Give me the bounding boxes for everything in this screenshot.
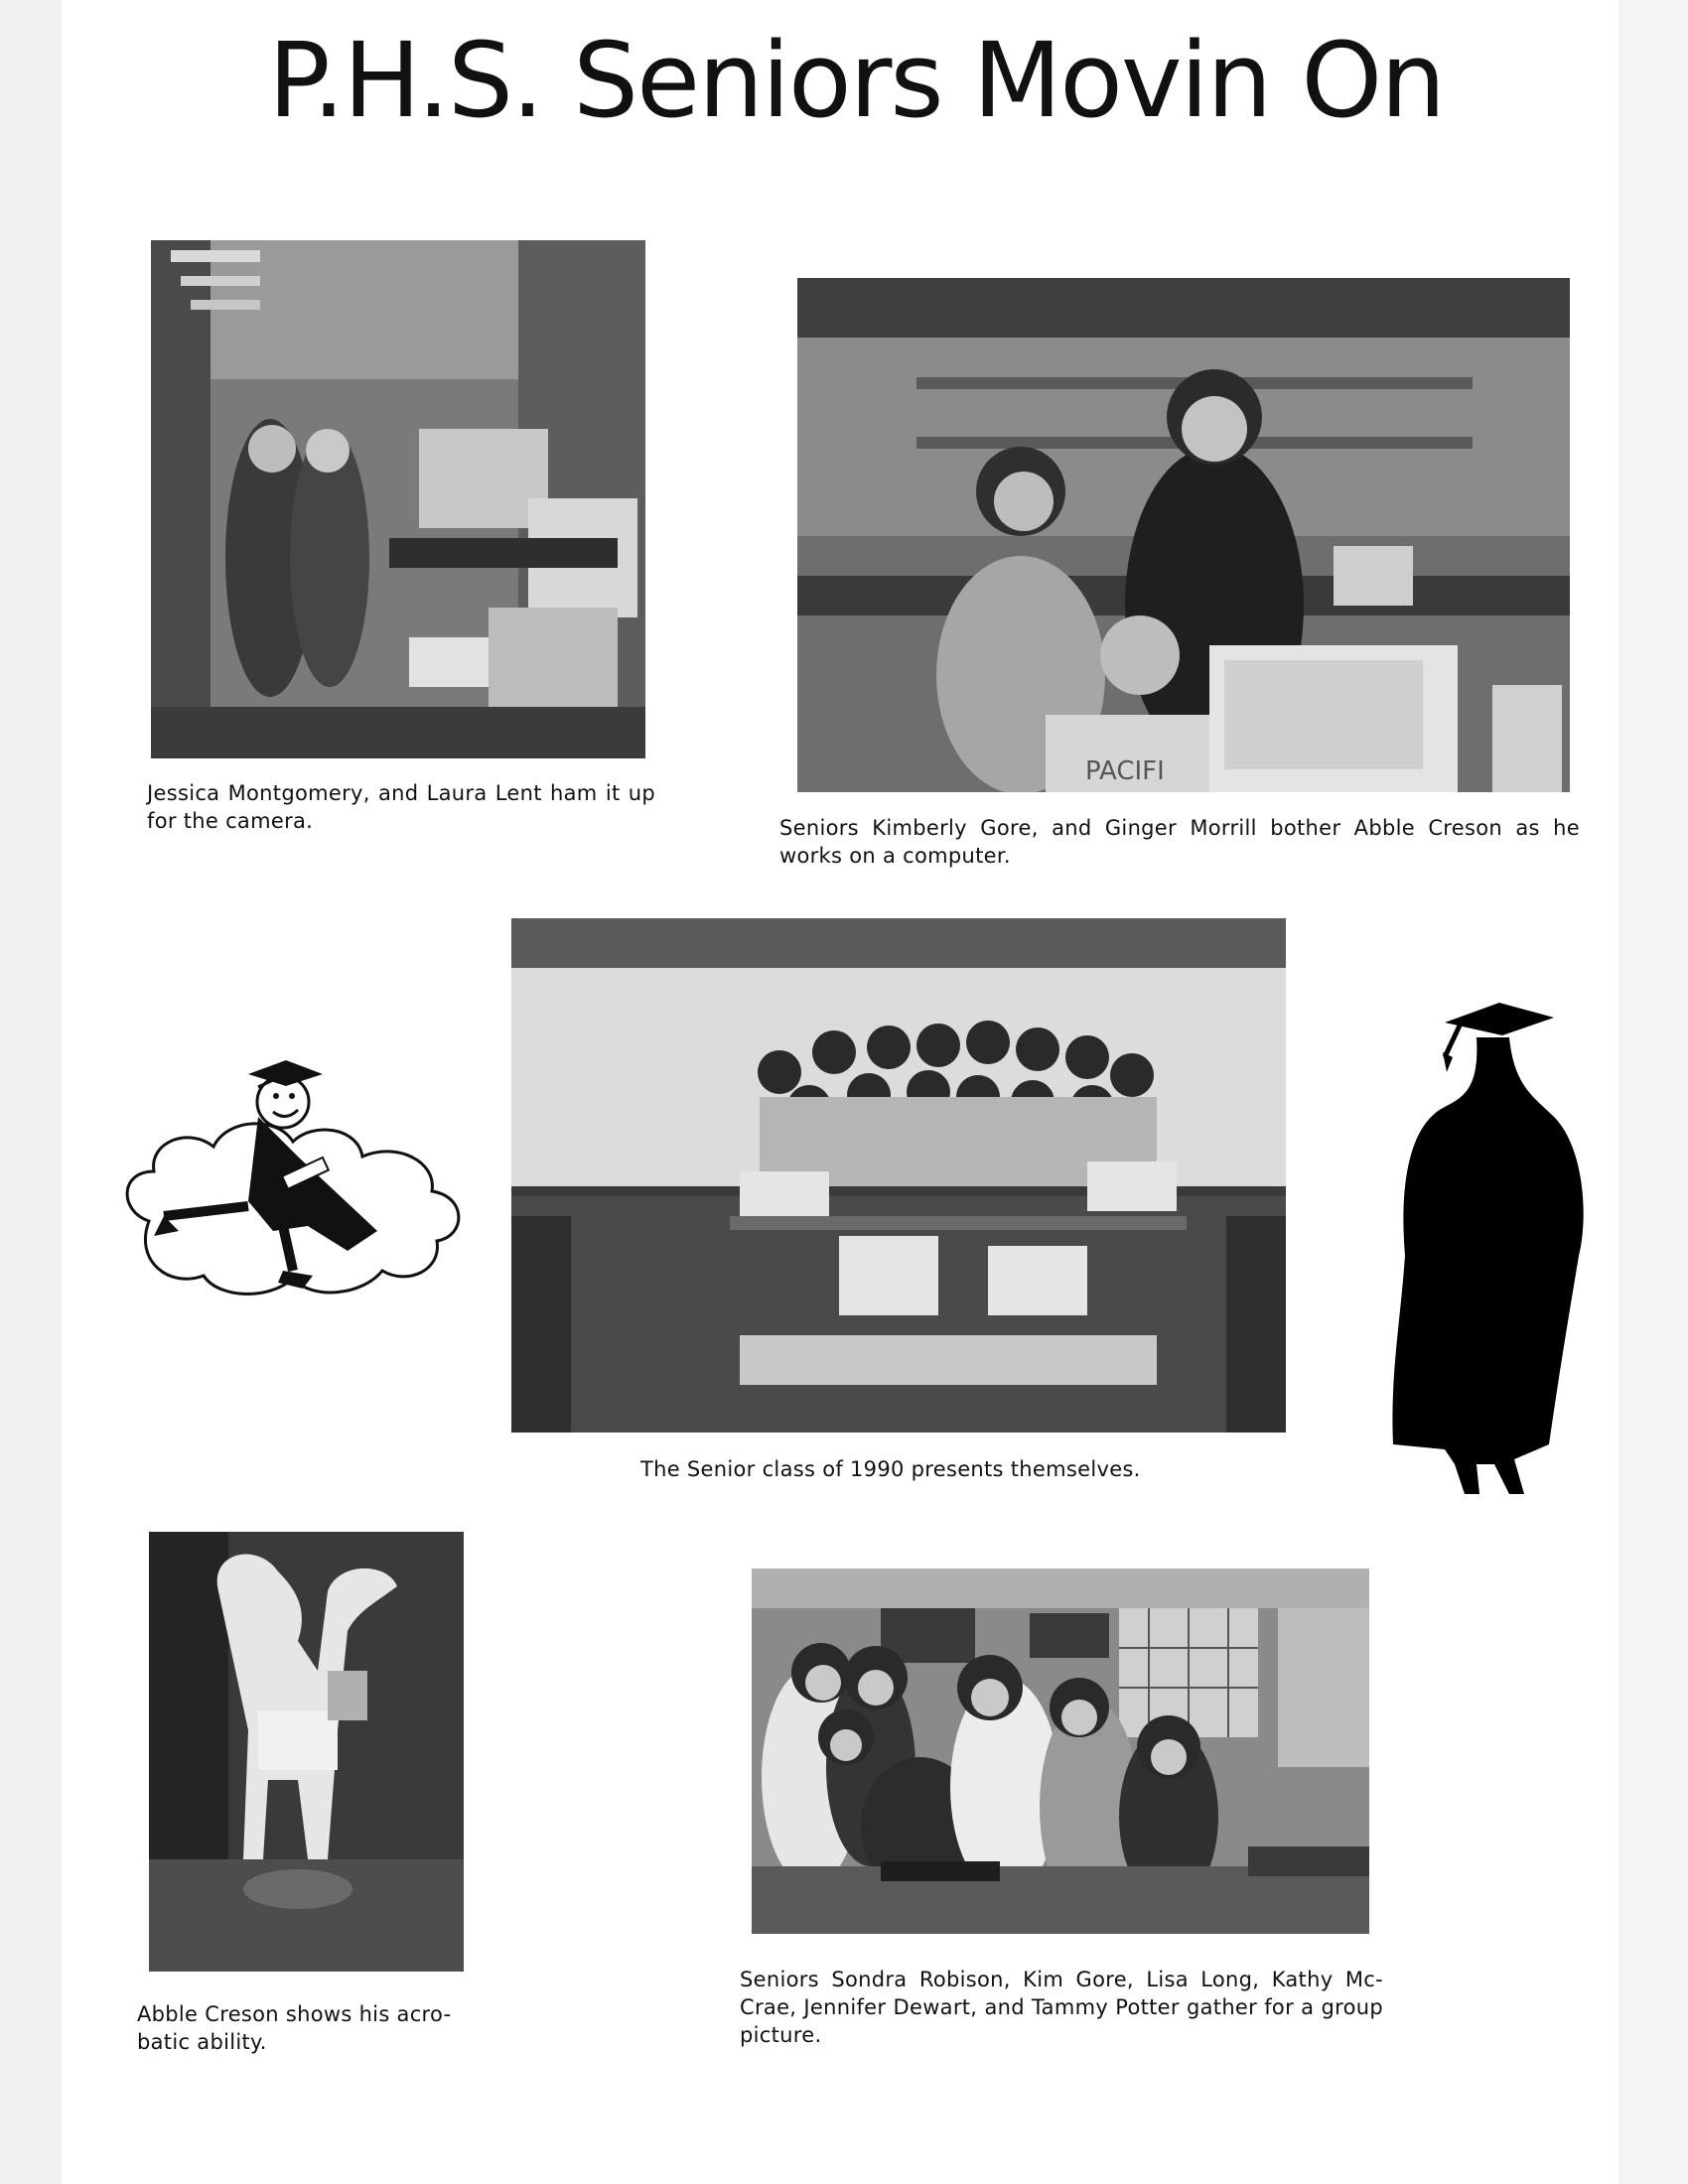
- page-title: P.H.S. Seniors Movin On: [268, 20, 1445, 141]
- page-edge-left: [0, 0, 62, 2184]
- photo-computer-lab-trio: [797, 278, 1570, 792]
- photo-caption-4: Abble Creson shows his acro- batic ability.: [137, 2002, 452, 2054]
- graduate-on-cloud-icon: [109, 1023, 487, 1310]
- photo-handstand: [149, 1532, 464, 1972]
- page-edge-right: [1618, 0, 1688, 2184]
- photo-senior-class-group: [511, 918, 1286, 1433]
- graduate-silhouette-icon: [1385, 998, 1599, 1499]
- photo-caption-2: Seniors Kimberly Gore, and Ginger Morrill bother Abble Creson as he works on a computer.: [779, 816, 1580, 868]
- photo-caption-1: Jessica Montgomery, and Laura Lent ham it up for the camera.: [147, 781, 655, 833]
- photo-group-of-six: [752, 1569, 1369, 1934]
- photo-caption-5: Seniors Sondra Robison, Kim Gore, Lisa Long, Kathy Mc- Crae, Jennifer Dewart, and Tammy Potter gather for a group picture.: [740, 1968, 1383, 2047]
- photo-caption-3: The Senior class of 1990 presents themselves.: [640, 1457, 1141, 1481]
- photo-computer-lab-pair: [151, 240, 645, 758]
- sweatshirt-text: PACIFI: [1085, 756, 1165, 786]
